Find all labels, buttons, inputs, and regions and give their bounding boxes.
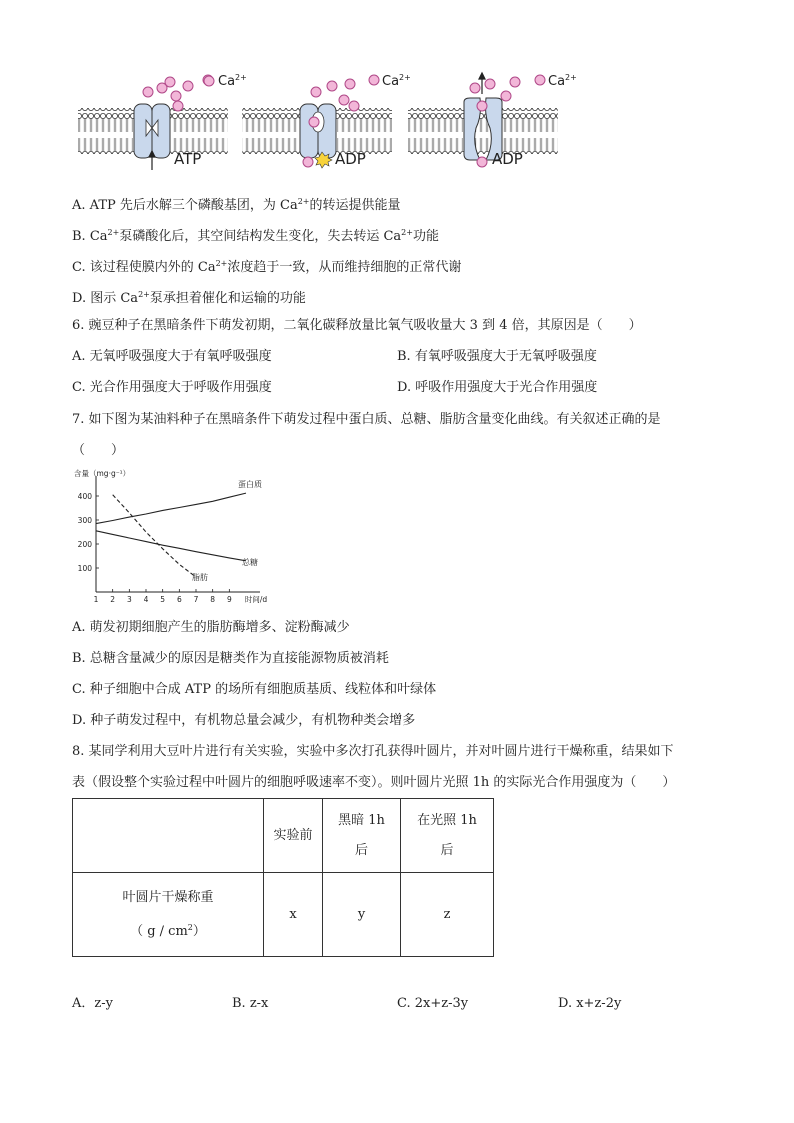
q6-option-a: A. 无氧呼吸强度大于有氧呼吸强度	[72, 349, 272, 364]
row-label-close: ）	[192, 923, 206, 939]
header-dark-line1: 黑暗 1h	[338, 812, 385, 828]
q6-option-b: B. 有氧呼吸强度大于无氧呼吸强度	[397, 349, 597, 364]
superscript: 2+	[138, 290, 150, 299]
superscript: 2+	[215, 259, 228, 268]
q6-option-d: D. 呼吸作用强度大于光合作用强度	[397, 380, 598, 395]
ion-label-1	[218, 73, 247, 89]
text: 泵磷酸化后，其空间结构发生变化，失去转运 Ca	[119, 229, 402, 244]
header-dark	[323, 799, 401, 873]
x-tick-label: 5	[160, 595, 166, 604]
text: D. 图示 Ca	[72, 291, 139, 306]
text: A. ATP 先后水解三个磷酸基团，为 Ca	[72, 198, 298, 213]
header-dark-line2: 后	[354, 842, 368, 858]
q5-option-b	[72, 223, 439, 247]
header-before: 实验前	[264, 799, 323, 873]
ion-charge: 2+	[399, 73, 411, 82]
q8-stem-cont: 表（假设整个实验过程中叶圆片的细胞呼吸速率不变）。则叶圆片光照 1h 的实际光合作用强度为（ ）	[72, 775, 676, 790]
q7-option-d: D. 种子萌发过程中，有机物总量会减少，有机物种类会增多	[72, 713, 416, 728]
ion-label-3	[548, 73, 577, 89]
text: B. Ca	[72, 229, 108, 244]
x-tick-label: 4	[143, 595, 149, 604]
text: 浓度趋于一致，从而维持细胞的正常代谢	[227, 260, 462, 275]
series-label: 总糖	[242, 557, 258, 567]
y-tick-label: 200	[77, 540, 92, 549]
ion-charge: 2+	[235, 73, 247, 82]
text: 功能	[412, 229, 439, 244]
y-tick-label: 100	[77, 564, 92, 573]
row-label	[73, 873, 264, 957]
x-tick-label: 1	[93, 595, 99, 604]
series-label: 蛋白质	[238, 480, 262, 490]
row-label-unit: （ g / cm	[130, 923, 188, 939]
q7-option-a: A. 萌发初期细胞产生的脂肪酶增多、淀粉酶减少	[72, 620, 350, 635]
q8-option-b: B. z-x	[232, 996, 269, 1011]
ion-symbol: Ca	[218, 74, 236, 89]
header-light-line1: 在光照 1h	[417, 812, 477, 828]
q7-line-chart	[72, 466, 272, 612]
q7-stem: 7. 如下图为某油料种子在黑暗条件下萌发过程中蛋白质、总糖、脂肪含量变化曲线。有关叙述正确的是	[72, 412, 661, 427]
q8-stem: 8. 某同学利用大豆叶片进行有关实验，实验中多次打孔获得叶圆片，并对叶圆片进行干燥称重，结果如下	[72, 744, 674, 759]
table-header-row	[73, 799, 494, 873]
header-light	[401, 799, 494, 873]
atp-label: ATP	[174, 150, 202, 168]
text: 泵承担着催化和运输的功能	[149, 291, 306, 306]
text: C. 该过程使膜内外的 Ca	[72, 260, 216, 275]
superscript: 2+	[107, 228, 120, 237]
q7-option-c: C. 种子细胞中合成 ATP 的场所有细胞质基质、线粒体和叶绿体	[72, 682, 437, 697]
y-tick-label: 400	[77, 492, 92, 501]
cell-light: z	[401, 873, 494, 957]
adp-label: ADP	[335, 150, 366, 168]
q5-option-a	[72, 192, 401, 216]
ion-charge: 2+	[565, 73, 577, 82]
q5-option-c	[72, 254, 461, 278]
ion-label-2	[382, 73, 411, 89]
header-empty	[73, 799, 264, 873]
q6-stem: 6. 豌豆种子在黑暗条件下萌发初期，二氧化碳释放量比氧气吸收量大 3 到 4 倍，其原因是（ ）	[72, 318, 642, 333]
text: 的转运提供能量	[309, 198, 401, 213]
calcium-ion-legend	[204, 76, 214, 86]
table-row	[73, 873, 494, 957]
superscript: 2+	[401, 228, 413, 237]
y-axis-label: 含量（mg·g⁻¹）	[74, 469, 131, 478]
ion-symbol: Ca	[548, 74, 566, 89]
x-tick-label: 6	[176, 595, 182, 604]
x-tick-label: 9	[226, 595, 232, 604]
q8-option-c: C. 2x+z-3y	[397, 996, 469, 1011]
cell-dark: y	[323, 873, 401, 957]
superscript: 2	[187, 922, 193, 932]
membrane-segment	[408, 108, 558, 154]
x-tick-label: 2	[110, 595, 116, 604]
q8-option-a: A．z-y	[72, 996, 113, 1011]
ion-symbol: Ca	[382, 74, 400, 89]
cell-before: x	[264, 873, 323, 957]
q8-option-d: D. x+z-2y	[558, 996, 622, 1011]
adp-label: ADP	[492, 150, 523, 168]
series-line-蛋白质	[96, 493, 246, 523]
q5-option-d	[72, 285, 306, 309]
x-tick-label: 8	[210, 595, 216, 604]
q6-option-c: C. 光合作用强度大于呼吸作用强度	[72, 380, 272, 395]
y-tick-label: 300	[77, 516, 92, 525]
row-label-line1: 叶圆片干燥称重	[122, 889, 214, 905]
series-label: 脂肪	[192, 573, 208, 583]
x-tick-label: 3	[126, 595, 132, 604]
x-tick-label: 7	[193, 595, 199, 604]
calcium-pump-binding	[300, 104, 336, 158]
x-axis-label: 时间/d	[244, 595, 268, 604]
q8-data-table	[72, 798, 494, 957]
q7-stem-parens: （ ）	[72, 443, 125, 458]
q7-option-b: B. 总糖含量减少的原因是糖类作为直接能源物质被消耗	[72, 651, 389, 666]
superscript: 2+	[297, 197, 310, 206]
header-light-line2: 后	[440, 842, 454, 858]
